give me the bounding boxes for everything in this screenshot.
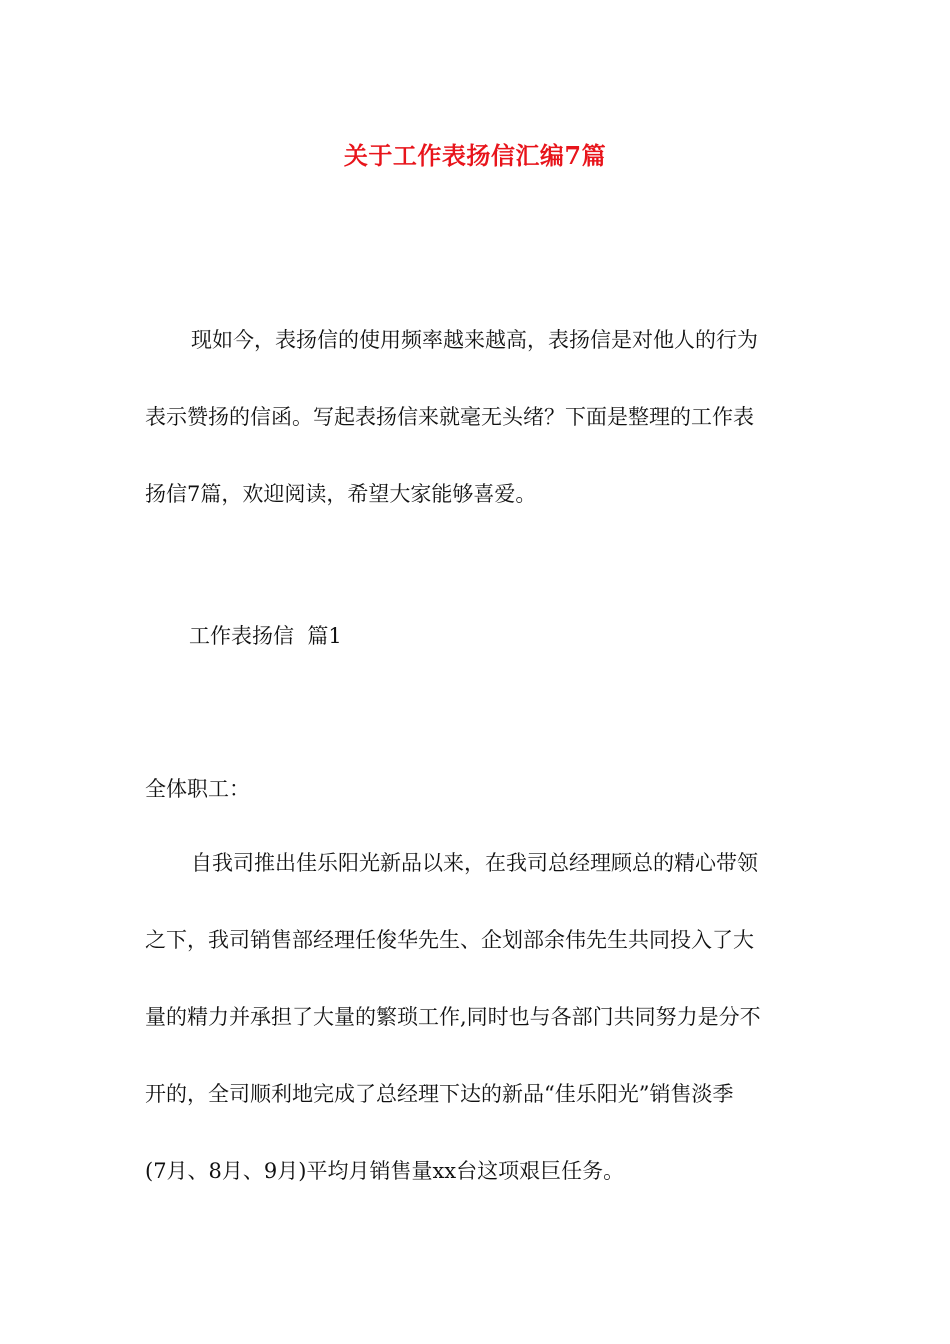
body-line: 开的，全司顺利地完成了总经理下达的新品“佳乐阳光”销售淡季 xyxy=(145,1082,734,1106)
document-title: 关于工作表扬信汇编7篇 xyxy=(343,141,607,170)
body-paragraph xyxy=(145,825,807,1210)
body-line: 之下，我司销售部经理任俊华先生、企划部余伟先生共同投入了大 xyxy=(145,928,754,952)
salutation: 全体职工： xyxy=(145,777,250,801)
body-line: (7月、8月、9月)平均月销售量xx台这项艰巨任务。 xyxy=(145,1159,625,1183)
body-line: 量的精力并承担了大量的繁琐工作,同时也与各部门共同努力是分不 xyxy=(145,1005,761,1029)
intro-line: 扬信7篇，欢迎阅读，希望大家能够喜爱。 xyxy=(145,482,537,506)
section-heading: 工作表扬信 篇1 xyxy=(189,624,342,648)
intro-line: 表示赞扬的信函。写起表扬信来就毫无头绪？下面是整理的工作表 xyxy=(145,405,754,429)
intro-paragraph xyxy=(145,302,807,533)
intro-line: 现如今，表扬信的使用频率越来越高，表扬信是对他人的行为 xyxy=(191,328,758,352)
body-line: 自我司推出佳乐阳光新品以来，在我司总经理顾总的精心带领 xyxy=(191,851,758,875)
